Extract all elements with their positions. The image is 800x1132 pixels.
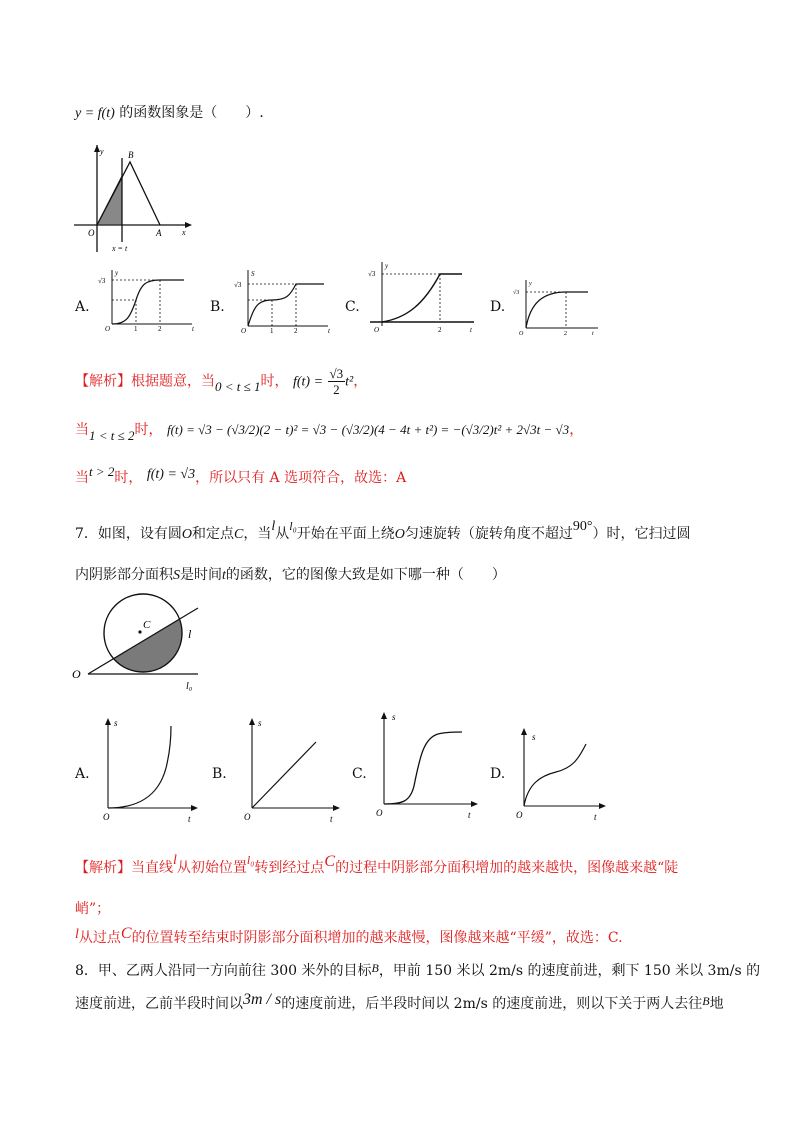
q7-diag-label-O: O — [72, 667, 81, 681]
q7-stem-line2 — [75, 565, 506, 586]
q8-line1 — [75, 961, 760, 981]
q8-l2b: 的速度前进，后半段时间以 2m/s 的速度前进，则以下关于两人去往 — [281, 996, 703, 1012]
q6-option-B-letter[interactable]: B. — [210, 299, 225, 315]
q6-sol-l2-formula: f(t) = √3 − (√3/2)(2 − t)² = √3 − (√3/2)(4 − 4t + t²) = −(√3/2)t² + 2√3t − √3 — [166, 422, 570, 437]
q6-optB-yval: √3 — [234, 281, 242, 289]
q7-s1c: ，当 — [243, 526, 272, 542]
q8-line2 — [75, 991, 724, 1014]
q7-stem-line1 — [75, 519, 691, 545]
q6-sol-l2-prefix: 当 — [75, 422, 89, 438]
q6-optC-tick1: 2 — [438, 326, 442, 334]
q7-diag-label-C: C — [143, 619, 151, 631]
q7-sol-l1-l0: l₀ — [246, 853, 255, 867]
q7-sol-l1c: 转到经过点 — [254, 860, 325, 876]
q6-sol-l1-num: √3 — [329, 366, 344, 381]
q7-s1a: 7．如图，设有圆 — [75, 526, 182, 542]
q7-option-D-letter[interactable]: D. — [490, 766, 506, 782]
q6-sol-l3-mid: 时， — [114, 470, 143, 486]
q6-solution-line3 — [75, 464, 407, 489]
q6-optB-origin: O — [241, 327, 247, 334]
q6-stem-text: 的函数图象是（ ）. — [119, 105, 264, 121]
q7-optB-xlabel: t — [330, 814, 333, 824]
q6-optD-ylabel: y — [529, 281, 532, 287]
q7-s1e: 开始在平面上绕 — [296, 526, 395, 542]
q8-l1b: ，甲前 150 米以 2m/s 的速度前进，剩下 150 米以 3m/s 的 — [378, 963, 761, 979]
q7-sol-l1b: 从初始位置 — [176, 860, 247, 876]
q6-optB-ylabel: S — [251, 270, 255, 278]
q7-sol-l1d: 的过程中阴影部分面积增加的越来越快，图像越来越“陡 — [335, 860, 679, 876]
q7-s1-angle: 90° — [572, 519, 593, 534]
q7-optC-ylabel: s — [392, 712, 396, 722]
q7-sol-l1-C: C — [324, 853, 336, 870]
q7-solution-line1 — [75, 853, 679, 879]
q6-stem-math: y = f(t) — [75, 106, 115, 121]
q8-l2-speed: 3m / s — [243, 991, 282, 1008]
q7-optC-origin: O — [376, 808, 383, 818]
q6-optC-xlabel: t — [470, 326, 472, 334]
q6-sol-l1-frac — [328, 366, 346, 397]
q7-sol-l1a: 【解析】当直线 — [75, 860, 173, 876]
q6-sol-l3-end: ，所以只有 A 选项符合，故选：A — [195, 470, 407, 486]
q6-diag-label-x: x — [182, 228, 186, 237]
q6-sol-l3-prefix: 当 — [75, 470, 89, 486]
q6-diag-label-B: B — [128, 150, 134, 160]
q7-s2-t: t — [222, 568, 226, 583]
q7-optD-xlabel: t — [594, 812, 597, 822]
q7-optB-ylabel: s — [258, 718, 262, 728]
q7-diag-label-l0: l₀ — [186, 681, 193, 692]
q6-sol-l1-mid: 时， — [260, 373, 289, 390]
q6-sol-l1-prefix: 【解析】根据题意，当 — [75, 373, 215, 390]
q6-option-A-graph — [92, 266, 200, 332]
q6-optC-origin: O — [374, 326, 380, 334]
q7-option-A-letter[interactable]: A. — [75, 766, 90, 782]
q7-optA-origin: O — [103, 812, 110, 822]
q6-stem — [75, 103, 264, 124]
q6-optB-tick1: 1 — [270, 327, 274, 334]
q7-solution-line3 — [75, 925, 623, 949]
q7-option-C-graph — [372, 706, 482, 826]
q6-optD-origin: O — [519, 331, 524, 336]
q6-option-B-graph — [228, 266, 336, 334]
q6-sol-l1-tail: t² — [345, 374, 354, 390]
q6-optA-tick1: 1 — [134, 325, 138, 332]
q7-sol-l3a: 从过点 — [78, 930, 121, 946]
q7-optD-ylabel: s — [532, 732, 536, 742]
q7-sol-l3b: 的位置转至结束时阴影部分面积增加的越来越慢，图像越来越“平缓”，故选：C. — [131, 930, 623, 946]
q7-s1f: 匀速旋转（旋转角度不超过 — [404, 526, 573, 542]
q6-optC-ylabel: y — [385, 262, 389, 270]
q6-option-C-letter[interactable]: C. — [345, 299, 360, 315]
q6-optA-ylabel: y — [115, 269, 119, 277]
q6-optB-xlabel: t — [328, 327, 330, 334]
q6-diag-label-O: O — [88, 228, 95, 238]
q6-sol-l1-lhs: f(t) = — [292, 374, 324, 390]
q6-option-A-letter[interactable]: A. — [75, 299, 90, 315]
q6-optA-origin: O — [105, 325, 111, 332]
q8-l1a: 8．甲、乙两人沿同一方向前往 300 米外的目标 — [75, 963, 372, 979]
q7-option-B-graph — [240, 712, 344, 824]
q6-optB-tick2: 2 — [294, 327, 298, 334]
q7-optA-ylabel: s — [114, 718, 118, 728]
q6-option-D-letter[interactable]: D. — [490, 299, 506, 315]
q7-optA-xlabel: t — [188, 814, 191, 824]
q6-triangle-diagram — [70, 140, 200, 255]
q7-s1d: 从 — [275, 526, 290, 542]
q6-solution-line2 — [75, 420, 584, 443]
q7-sol-l3-C: C — [120, 925, 132, 942]
q6-option-D-graph — [508, 276, 604, 336]
q7-s1g: ）时，它扫过圆 — [592, 526, 691, 542]
q6-optA-yval: √3 — [98, 277, 106, 285]
q6-optA-tick2: 2 — [158, 325, 162, 332]
q6-optC-yval: √3 — [368, 270, 376, 278]
q6-diag-label-line: x = t — [112, 244, 128, 253]
q7-optB-origin: O — [244, 812, 251, 822]
q7-s2c: 的函数，它的图像大致是如下哪一种（ ） — [225, 567, 506, 583]
q7-optD-origin: O — [516, 810, 523, 820]
q6-sol-l1-end: ， — [353, 373, 368, 390]
q6-sol-l2-end: ， — [569, 422, 584, 438]
q7-s2-S: S — [173, 568, 180, 583]
q7-s1b: 和定点 — [192, 526, 235, 542]
q7-sol-l1-l: l — [173, 853, 177, 868]
q7-sol-l3-l: l — [75, 927, 79, 942]
q6-optD-xlabel: t — [592, 331, 594, 336]
q6-sol-l2-cond: 1 < t ≤ 2 — [89, 428, 135, 443]
q7-s1-O: O — [181, 527, 193, 542]
q7-option-D-graph — [510, 724, 614, 828]
q6-solution-line1 — [75, 366, 367, 397]
q6-sol-l1-den: 2 — [333, 382, 340, 397]
q7-s1-C: C — [234, 527, 244, 542]
q8-l2c: 地 — [709, 996, 724, 1012]
q6-sol-l3-cond: t > 2 — [89, 464, 115, 479]
q7-option-C-letter[interactable]: C. — [352, 766, 367, 782]
q7-s1-l: l — [271, 519, 276, 534]
q7-s1-l0: l₀ — [289, 519, 297, 533]
q7-s1-O2: O — [394, 527, 405, 542]
q6-option-C-graph — [362, 258, 482, 336]
q8-l2a: 速度前进，乙前半段时间以 — [75, 996, 243, 1012]
q6-sol-l2-mid: 时， — [134, 422, 163, 438]
q7-option-A-graph — [96, 712, 200, 824]
q7-option-B-letter[interactable]: B. — [212, 766, 227, 782]
q6-optD-yval: √3 — [513, 290, 520, 296]
q7-s2b: 是时间 — [180, 567, 222, 583]
q6-diag-label-y: y — [100, 147, 104, 156]
q6-diag-label-A: A — [156, 228, 162, 238]
q7-optC-xlabel: t — [468, 810, 471, 820]
q7-s2a: 内阴影部分面积 — [75, 567, 173, 583]
q8-l1-B: B — [371, 961, 379, 975]
q6-optD-tick1: 2 — [564, 331, 567, 336]
q6-sol-l3-formula: f(t) = √3 — [146, 467, 196, 482]
q6-sol-l1-cond: 0 < t ≤ 1 — [215, 378, 261, 394]
q6-optA-xlabel: t — [192, 325, 194, 332]
q8-l2-B: B — [702, 994, 710, 1008]
q7-diag-label-l: l — [188, 627, 192, 641]
q7-circle-diagram — [70, 592, 220, 692]
q7-solution-line2: 峭”； — [75, 901, 111, 917]
